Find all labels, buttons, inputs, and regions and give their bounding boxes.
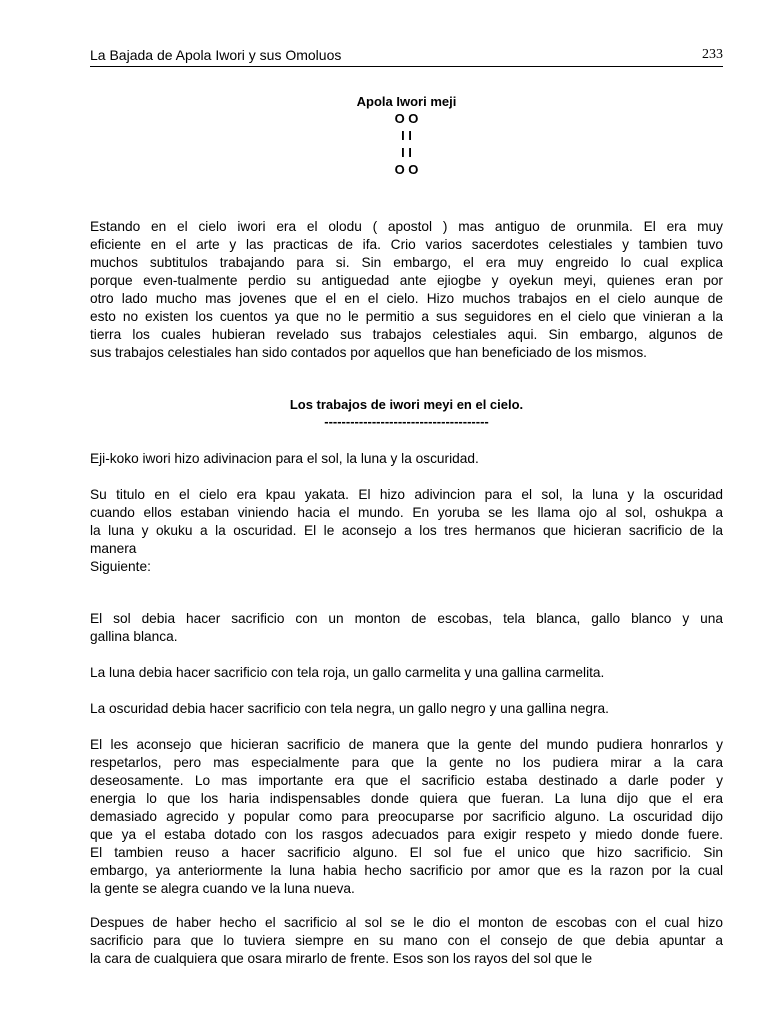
text-line: la cara de cualquiera que osara mirarlo de frente. Esos son los rayos del sol que le: [90, 951, 593, 966]
text-line: tierra los cuales hubieran revelado sus trabajos celestiales aqui. Sin embargo, algunos de: [90, 327, 723, 342]
text-line: respetarlos, pero mas especialmente para que la gente no los pudiera mirar a la cara: [90, 755, 723, 770]
chapter-title-block: [90, 93, 723, 178]
paragraph-consejo: [90, 736, 723, 898]
text-line: sacrificio para que lo tuviera siempre en su mano con el consejo de que debia apuntar a: [90, 933, 723, 948]
text-line: La luna debia hacer sacrificio con tela roja, un gallo carmelita y una gallina carmelita.: [90, 665, 605, 680]
text-line: la gente se alegra cuando ve la luna nueva.: [90, 881, 355, 896]
text-line: Estando en el cielo iwori era el olodu ( apostol ) mas antiguo de orunmila. El era muy: [90, 219, 723, 234]
paragraph-luna: [90, 664, 723, 682]
text-line: energia lo que los haria indispensables donde quiera que fueran. La luna dijo que el era: [90, 791, 723, 806]
paragraph-titulo: [90, 486, 723, 576]
odu-sign-line: O O: [394, 111, 419, 126]
text-line: esto no existen los cuentos ya que no le permitio a sus seguidores en el cielo que vinieran a la: [90, 309, 723, 324]
page-number: 233: [702, 47, 723, 62]
text-line: El les aconsejo que hicieran sacrificio de manera que la gente del mundo pudiera honrarlos y: [90, 737, 723, 752]
paragraph-sol: [90, 610, 723, 646]
running-header: [90, 46, 723, 67]
text-line: Su titulo en el cielo era kpau yakata. El hizo adivincion para el sol, la luna y la oscuridad: [90, 487, 723, 502]
paragraph-intro: [90, 218, 723, 362]
text-line: Despues de haber hecho el sacrificio al sol se le dio el monton de escobas con el cual hizo: [90, 915, 723, 930]
paragraph-oscuridad: [90, 700, 723, 718]
text-line: El sol debia hacer sacrificio con un monton de escobas, tela blanca, gallo blanco y una: [90, 611, 723, 626]
paragraph-despues: [90, 914, 723, 968]
chapter-title: Apola Iwori meji: [356, 94, 457, 109]
text-line: que ya el estaba dotado con los rasgos adecuados para exigir respeto y miedo donde fuere.: [90, 827, 723, 842]
text-line: La oscuridad debia hacer sacrificio con tela negra, un gallo negro y una gallina negra.: [90, 701, 609, 716]
text-line: muchos subtitulos trabajando para si. Sin embargo, el era muy engreido lo cual explica: [90, 255, 723, 270]
section-heading: [90, 396, 723, 430]
section-underline: --------------------------------------: [324, 414, 489, 429]
text-line: El tambien reuso a hacer sacrificio alguno. El sol fue el unico que hizo sacrificio. Sin: [90, 845, 723, 860]
text-line: Siguiente:: [90, 559, 151, 574]
odu-sign-line: O O: [394, 162, 419, 177]
text-line: otro lado mucho mas jovenes que el en el cielo. Hizo muchos trabajos en el cielo aunque de: [90, 291, 723, 306]
text-line: la luna y okuku a la oscuridad. El le aconsejo a los tres hermanos que hicieran sacrificio de la: [90, 523, 723, 538]
text-line: deseosamente. Lo mas importante era que el sacrificio estaba destinado a darle poder y: [90, 773, 723, 788]
text-line: Eji-koko iwori hizo adivinacion para el sol, la luna y la oscuridad.: [90, 451, 479, 466]
paragraph-adivinacion: [90, 450, 723, 468]
text-line: cuando ellos estaban viniendo hacia el mundo. En yoruba se les llama ojo al sol, oshukpa a: [90, 505, 723, 520]
running-title: La Bajada de Apola Iwori y sus Omoluos: [90, 47, 342, 63]
text-line: embargo, ya anteriormente la luna habia hecho sacrificio por amor que es la razon por la cual: [90, 863, 723, 878]
text-line: sus trabajos celestiales han sido contados por aquellos que han beneficiado de los mismos.: [90, 345, 647, 360]
text-line: manera: [90, 541, 137, 556]
text-line: porque even-tualmente perdio su antiguedad ante ejiogbe y oyekun meyi, quienes eran por: [90, 273, 723, 288]
section-title: Los trabajos de iwori meyi en el cielo.: [289, 397, 524, 412]
text-line: eficiente en el arte y las practicas de ifa. Crio varios sacerdotes celestiales y tambien tuvo: [90, 237, 723, 252]
odu-sign-line: I I: [401, 128, 412, 143]
odu-sign-line: I I: [401, 145, 412, 160]
text-line: gallina blanca.: [90, 629, 178, 644]
text-line: demasiado agrecido y popular como para preocuparse por sacrificio alguno. La oscuridad dijo: [90, 809, 723, 824]
